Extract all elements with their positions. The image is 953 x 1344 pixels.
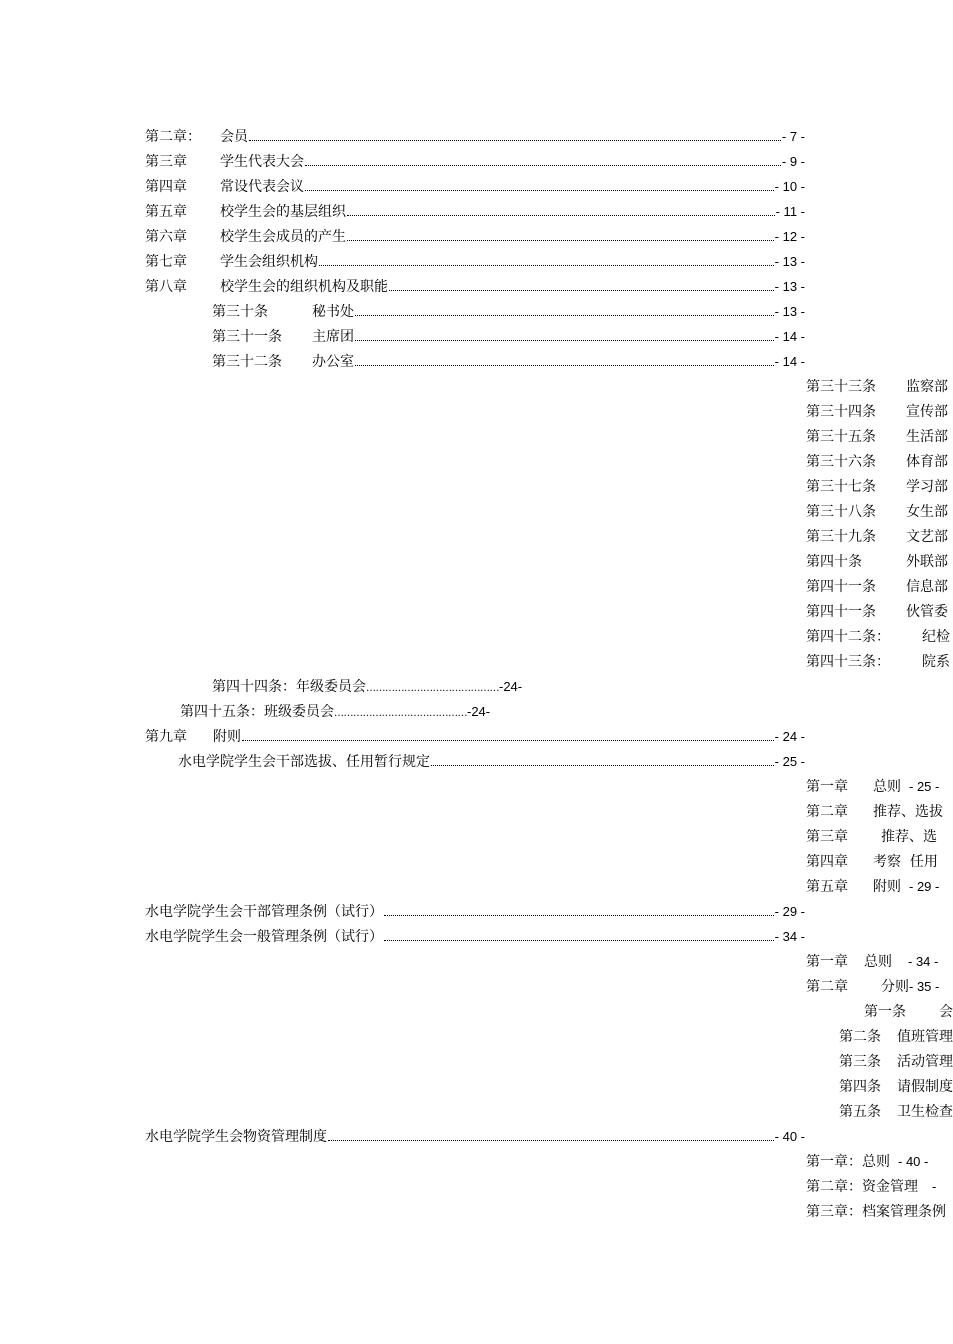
toc-chapter-title: 总则: [873, 779, 901, 795]
toc-article-title: 监察部: [906, 379, 948, 395]
dot-leader: [431, 764, 774, 766]
dot-leader: [355, 339, 774, 341]
toc-page-number: - 34 -: [908, 954, 939, 969]
toc-page-number: - 29 -: [774, 904, 805, 919]
toc-page-number: - 29 -: [909, 879, 940, 894]
toc-article-number: 第四十一条: [806, 579, 876, 595]
toc-sub-entry[interactable]: [212, 352, 805, 372]
toc-article-title: 信息部: [906, 579, 948, 595]
toc-chapter-number: 第三章：: [806, 1204, 862, 1220]
toc-article-clipped[interactable]: [839, 1102, 953, 1122]
toc-page-number: - 14 -: [774, 354, 805, 369]
toc-chapter-clipped[interactable]: [806, 1202, 950, 1222]
toc-entry[interactable]: [145, 127, 805, 147]
toc-entry[interactable]: [145, 727, 805, 747]
toc-entry[interactable]: [145, 252, 805, 272]
toc-chapter-title: 附则: [873, 879, 901, 895]
toc-rule-title: 水电学院学生会干部选拔、任用暂行规定: [178, 754, 430, 770]
toc-chapter-title: 资金管理: [862, 1179, 918, 1195]
toc-chapter-number: 第八章: [145, 279, 187, 295]
dot-leader: [355, 364, 774, 366]
toc-article-title: 请假制度: [897, 1079, 953, 1095]
toc-chapter-number: 第二章: [806, 804, 848, 820]
toc-article-title: 生活部: [906, 429, 948, 445]
toc-article-title: 主席团: [312, 329, 354, 345]
toc-chapter-number: 第三章: [145, 154, 187, 170]
toc-page-number: - 40 -: [774, 1129, 805, 1144]
toc-entry[interactable]: [145, 202, 805, 222]
toc-rule-title: 水电学院学生会物资管理制度: [145, 1129, 327, 1145]
toc-chapter-title: 档案管理条例: [862, 1204, 946, 1220]
toc-article-title: 院系: [922, 654, 950, 670]
toc-chapter-clipped[interactable]: [806, 802, 950, 822]
toc-chapter-clipped[interactable]: [806, 977, 950, 997]
toc-chapter-clipped[interactable]: [806, 1177, 950, 1197]
toc-chapter-title: 会员: [220, 129, 248, 145]
toc-article-clipped[interactable]: [864, 1002, 953, 1022]
ellipsis-leader: ……………………………………: [366, 683, 499, 694]
toc-chapter-title: 常设代表会议: [220, 179, 304, 195]
dot-leader: [347, 214, 775, 216]
toc-article-title: 文艺部: [906, 529, 948, 545]
toc-page-number: - 11 -: [775, 204, 805, 219]
toc-article-number: 第三条: [839, 1054, 881, 1070]
toc-page-number: - 13 -: [774, 304, 805, 319]
toc-page-number: - 7 -: [781, 129, 805, 144]
toc-page-number: - 13 -: [774, 279, 805, 294]
toc-page-number: -24-: [467, 704, 491, 719]
toc-page-number: - 35 -: [909, 979, 940, 994]
toc-article-title: 办公室: [312, 354, 354, 370]
toc-chapter-clipped[interactable]: [806, 852, 950, 872]
toc-chapter-title: 推荐、选: [881, 829, 937, 845]
toc-article-number: 第三十五条: [806, 429, 876, 445]
toc-chapter-title: 附则: [213, 729, 241, 745]
toc-article-title: 秘书处: [312, 304, 354, 320]
dot-leader: [249, 139, 781, 141]
toc-article-title: 会: [939, 1004, 953, 1020]
toc-article-number: 第四十三条：: [806, 654, 890, 670]
toc-chapter-title: 考察 任用: [873, 854, 938, 870]
toc-chapter-number: 第五章: [806, 879, 848, 895]
toc-article-clipped[interactable]: [839, 1077, 953, 1097]
dot-leader: [328, 1139, 774, 1141]
toc-chapter-clipped[interactable]: [806, 952, 950, 972]
toc-article-clipped[interactable]: [806, 527, 950, 547]
toc-article-clipped[interactable]: [806, 577, 950, 597]
toc-chapter-title: 总则: [862, 1154, 890, 1170]
dot-leader: [242, 739, 774, 741]
toc-article-number: 第三十八条: [806, 504, 876, 520]
toc-page-number: - 25 -: [774, 754, 805, 769]
toc-chapter-number: 第四章: [806, 854, 848, 870]
toc-committee-title: 第四十四条：年级委员会: [212, 679, 366, 695]
toc-chapter-number: 第一章: [806, 954, 848, 970]
toc-article-number: 第三十一条: [212, 329, 282, 345]
toc-page-number: - 25 -: [909, 779, 940, 794]
toc-article-number: 第二条: [839, 1029, 881, 1045]
toc-page-number: -24-: [499, 679, 523, 694]
dot-leader: [305, 164, 781, 166]
toc-article-title: 值班管理: [897, 1029, 953, 1045]
toc-article-clipped[interactable]: [839, 1027, 953, 1047]
toc-chapter-title: 总则: [864, 954, 892, 970]
toc-page-number: - 24 -: [774, 729, 805, 744]
dot-leader: [384, 914, 774, 916]
toc-article-number: 第三十二条: [212, 354, 282, 370]
toc-chapter-number: 第五章: [145, 204, 187, 220]
toc-article-clipped[interactable]: [806, 477, 950, 497]
toc-chapter-number: 第七章: [145, 254, 187, 270]
toc-article-number: 第三十六条: [806, 454, 876, 470]
toc-chapter-number: 第九章: [145, 729, 187, 745]
toc-article-clipped[interactable]: [806, 452, 950, 472]
toc-chapter-title: 校学生会的基层组织: [220, 204, 346, 220]
toc-article-clipped[interactable]: [806, 377, 950, 397]
toc-article-number: 第三十九条: [806, 529, 876, 545]
toc-rule-title: 水电学院学生会一般管理条例（试行）: [145, 929, 383, 945]
toc-page-number: - 13 -: [774, 254, 805, 269]
toc-chapter-number: 第一章: [806, 779, 848, 795]
dot-leader: [319, 264, 774, 266]
toc-chapter-clipped[interactable]: [806, 827, 950, 847]
toc-entry[interactable]: [145, 177, 805, 197]
toc-sub-entry[interactable]: [212, 327, 805, 347]
dot-leader: [389, 289, 774, 291]
toc-page-number: - 40 -: [898, 1154, 929, 1169]
toc-rule-entry[interactable]: [145, 902, 805, 922]
toc-rule-entry[interactable]: [145, 927, 805, 947]
toc-page-number: - 9 -: [781, 154, 805, 169]
toc-chapter-number: 第二章：: [145, 129, 201, 145]
toc-chapter-clipped[interactable]: [806, 1152, 950, 1172]
toc-article-clipped[interactable]: [806, 602, 950, 622]
toc-article-number: 第五条: [839, 1104, 881, 1120]
toc-chapter-number: 第一章：: [806, 1154, 862, 1170]
toc-article-number: 第四十二条：: [806, 629, 890, 645]
dot-leader: [347, 239, 774, 241]
toc-page-number: - 34 -: [774, 929, 805, 944]
toc-article-number: 第一条: [864, 1004, 906, 1020]
toc-entry[interactable]: [145, 227, 805, 247]
toc-article-title: 伙管委: [906, 604, 948, 620]
toc-article-clipped[interactable]: [806, 652, 950, 672]
toc-article-number: 第四十条: [806, 554, 862, 570]
toc-article-clipped[interactable]: [806, 502, 950, 522]
toc-committee-entry[interactable]: [180, 702, 490, 722]
toc-article-number: 第四十一条: [806, 604, 876, 620]
toc-chapter-number: 第三章: [806, 829, 848, 845]
toc-committee-entry[interactable]: [212, 677, 522, 697]
toc-chapter-title: 学生会组织机构: [220, 254, 318, 270]
toc-chapter-clipped[interactable]: [806, 877, 950, 897]
toc-sub-entry[interactable]: [212, 302, 805, 322]
toc-entry[interactable]: [145, 152, 805, 172]
toc-chapter-title: 学生代表大会: [220, 154, 304, 170]
toc-chapter-title: 校学生会成员的产生: [220, 229, 346, 245]
toc-chapter-number: 第二章：: [806, 1179, 862, 1195]
dot-leader: [355, 314, 774, 316]
toc-rule-title: 水电学院学生会干部管理条例（试行）: [145, 904, 383, 920]
toc-article-title: 纪检: [922, 629, 950, 645]
toc-article-title: 女生部: [906, 504, 948, 520]
toc-article-number: 第三十三条: [806, 379, 876, 395]
toc-article-number: 第三十条: [212, 304, 268, 320]
toc-entry[interactable]: [145, 277, 805, 297]
toc-article-title: 卫生检查: [897, 1104, 953, 1120]
dot-leader: [384, 939, 774, 941]
toc-page-number: - 14 -: [774, 329, 805, 344]
toc-chapter-number: 第二章: [806, 979, 848, 995]
toc-article-clipped[interactable]: [806, 552, 950, 572]
toc-article-title: 体育部: [906, 454, 948, 470]
toc-article-title: 外联部: [906, 554, 948, 570]
toc-chapter-title: 分则: [881, 979, 909, 995]
toc-article-number: 第三十四条: [806, 404, 876, 420]
toc-article-clipped[interactable]: [806, 627, 950, 647]
toc-article-number: 第四条: [839, 1079, 881, 1095]
toc-chapter-number: 第六章: [145, 229, 187, 245]
toc-article-clipped[interactable]: [806, 427, 950, 447]
toc-chapter-number: 第四章: [145, 179, 187, 195]
toc-chapter-clipped[interactable]: [806, 777, 950, 797]
toc-chapter-title: 推荐、选拔: [873, 804, 943, 820]
toc-article-clipped[interactable]: [806, 402, 950, 422]
dot-leader: [305, 189, 774, 191]
toc-article-title: 活动管理: [897, 1054, 953, 1070]
toc-committee-title: 第四十五条：班级委员会: [180, 704, 334, 720]
ellipsis-leader: ……………………………………: [334, 708, 467, 719]
toc-article-clipped[interactable]: [839, 1052, 953, 1072]
toc-article-number: 第三十七条: [806, 479, 876, 495]
toc-article-title: 宣传部: [906, 404, 948, 420]
toc-page-number: - 12 -: [774, 229, 805, 244]
toc-chapter-title: 校学生会的组织机构及职能: [220, 279, 388, 295]
toc-article-title: 学习部: [906, 479, 948, 495]
toc-rule-entry[interactable]: [145, 1127, 805, 1147]
toc-page-number: - 10 -: [774, 179, 805, 194]
toc-rule-entry[interactable]: [178, 752, 805, 772]
toc-page-number: -: [932, 1179, 937, 1194]
